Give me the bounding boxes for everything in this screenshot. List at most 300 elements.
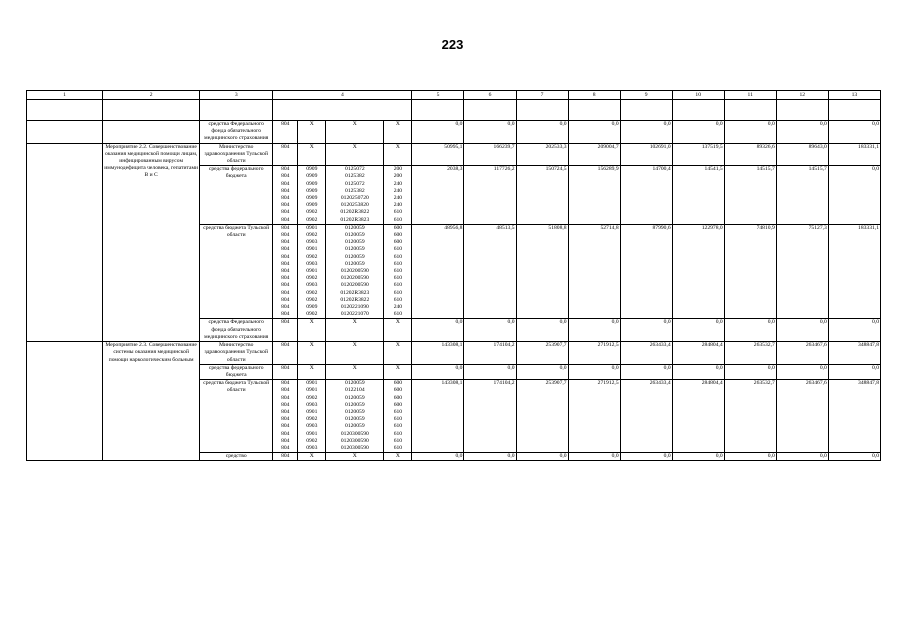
value-cell: 284804,4 — [672, 342, 724, 365]
section-cell — [298, 380, 326, 453]
column-number-row — [27, 91, 881, 100]
target-article-cell — [326, 224, 384, 319]
section-cell-line: 0909 — [306, 180, 318, 187]
target-article-cell-line: X — [352, 453, 357, 460]
grbs-cell-line: 804 — [281, 121, 290, 127]
section-cell-line: 0901 — [306, 387, 318, 394]
section-cell — [298, 224, 326, 319]
funding-source-cell: средства Федерального фонда обязательного медицинского страхования — [200, 319, 273, 342]
target-article-cell-line: 0125382 — [345, 187, 365, 194]
expense-type-cell — [384, 166, 412, 225]
grbs-cell-line: 804 — [281, 311, 290, 318]
column-number-11: 11 — [724, 91, 776, 100]
blank-cell — [828, 100, 880, 121]
section-cell-line: 0902 — [306, 311, 318, 318]
value-cell: 174104,2 — [464, 342, 516, 365]
section-cell-line: 0902 — [306, 289, 318, 296]
target-article-cell-line: X — [352, 319, 357, 326]
column-number-12: 12 — [776, 91, 828, 100]
grbs-cell — [273, 364, 298, 379]
value-cell: 0,0 — [672, 364, 724, 379]
expense-type-cell-line: X — [395, 342, 400, 349]
target-article-cell-line: 0120221090 — [340, 304, 369, 311]
value-cell: 48956,8 — [412, 224, 464, 319]
column-number-8: 8 — [568, 91, 620, 100]
value-cell: 271912,5 — [568, 342, 620, 365]
expense-type-cell-line: 610 — [393, 311, 403, 318]
expense-type-cell — [384, 121, 412, 144]
column-number-3: 3 — [200, 91, 273, 100]
expense-type-cell-line: 610 — [393, 444, 403, 451]
value-cell: 174104,2 — [464, 380, 516, 453]
grbs-cell-line: 804 — [281, 296, 290, 303]
value-cell: 143308,1 — [412, 380, 464, 453]
target-article-cell-line: 0120200590 — [340, 282, 369, 289]
target-article-cell — [326, 342, 384, 365]
section-cell-line: 0903 — [306, 423, 318, 430]
value-cell: 52714,8 — [568, 224, 620, 319]
value-cell: 0,0 — [672, 319, 724, 342]
grbs-cell-line: 804 — [281, 209, 290, 216]
target-article-cell-line: 01202R3823 — [340, 289, 370, 296]
section-cell — [298, 121, 326, 144]
section-cell-line: 0902 — [306, 209, 318, 216]
expense-type-cell-line: 600 — [393, 232, 403, 239]
value-cell: 14700,4 — [620, 166, 672, 225]
value-cell: 183331,1 — [828, 143, 880, 166]
section-cell-line: 0902 — [306, 232, 318, 239]
column-number-10: 10 — [672, 91, 724, 100]
expense-type-cell-line: 240 — [393, 187, 403, 194]
target-article-cell-line: 0120059 — [345, 408, 365, 415]
target-article-cell-line: 0120059 — [345, 246, 365, 253]
expense-type-cell-line: 610 — [393, 430, 403, 437]
section-cell-line: 0901 — [306, 246, 318, 253]
expense-type-cell — [384, 224, 412, 319]
column-number-9: 9 — [620, 91, 672, 100]
target-article-cell-line: 0120059 — [345, 253, 365, 260]
target-article-cell-line: 0120300590 — [340, 430, 369, 437]
funding-source-cell: средства федерального бюджета — [200, 364, 273, 379]
value-cell: 2038,3 — [412, 166, 464, 225]
value-cell: 0,0 — [620, 121, 672, 144]
funding-source-cell: средства бюджета Тульской области — [200, 224, 273, 319]
grbs-cell-line: 804 — [281, 401, 290, 408]
section-cell-line: 0902 — [306, 296, 318, 303]
value-cell: 0,0 — [620, 319, 672, 342]
grbs-cell-line: 804 — [281, 394, 290, 401]
target-article-cell-line: 0120221070 — [340, 311, 369, 318]
section-cell — [298, 319, 326, 342]
value-cell: 0,0 — [776, 121, 828, 144]
blank-cell — [384, 100, 412, 121]
column-number-4: 4 — [273, 91, 412, 100]
grbs-cell-line: 804 — [281, 275, 290, 282]
budget-table — [26, 90, 881, 461]
value-cell: 0,0 — [464, 453, 516, 461]
grbs-cell — [273, 224, 298, 319]
target-article-cell-line: 0125382 — [345, 173, 365, 180]
event-name-cell — [103, 121, 200, 144]
grbs-cell — [273, 342, 298, 365]
value-cell: 263433,4 — [620, 380, 672, 453]
expense-type-cell — [384, 319, 412, 342]
value-cell: 156289,9 — [568, 166, 620, 225]
value-cell: 0,0 — [828, 166, 880, 225]
target-article-cell — [326, 453, 384, 461]
blank-cell — [724, 100, 776, 121]
section-cell — [298, 364, 326, 379]
blank-cell — [273, 100, 298, 121]
expense-type-cell-line: 600 — [393, 401, 403, 408]
column-number-7: 7 — [516, 91, 568, 100]
section-cell-line: X — [309, 342, 314, 349]
expense-type-cell-line: 600 — [393, 380, 403, 387]
section-cell-line: 0901 — [306, 408, 318, 415]
value-cell: 74810,9 — [724, 224, 776, 319]
target-article-cell-line: 0120059 — [345, 423, 365, 430]
expense-type-cell-line: 240 — [393, 180, 403, 187]
expense-type-cell-line: 610 — [393, 246, 403, 253]
grbs-cell-line: 804 — [281, 246, 290, 253]
section-cell-line: 0902 — [306, 437, 318, 444]
grbs-cell-line: 804 — [281, 173, 290, 180]
value-cell: 0,0 — [828, 319, 880, 342]
section-cell — [298, 453, 326, 461]
table-header — [27, 91, 881, 100]
target-article-cell-line: 0120059 — [345, 394, 365, 401]
funding-source-cell: средства бюджета Тульской области — [200, 380, 273, 453]
grbs-cell-line: 804 — [281, 282, 290, 289]
value-cell: 102691,0 — [620, 143, 672, 166]
grbs-cell-line: 804 — [281, 380, 290, 387]
blank-cell — [516, 100, 568, 121]
section-cell-line: 0901 — [306, 268, 318, 275]
expense-type-cell-line: 200 — [393, 166, 403, 173]
section-cell — [298, 143, 326, 166]
section-cell-line: 0903 — [306, 401, 318, 408]
target-article-cell — [326, 143, 384, 166]
section-cell-line: X — [309, 121, 314, 127]
value-cell: 14541,5 — [672, 166, 724, 225]
value-cell: 0,0 — [828, 453, 880, 461]
funding-source-cell: средство — [200, 453, 273, 461]
section-cell-line: 0902 — [306, 216, 318, 223]
expense-type-cell — [384, 453, 412, 461]
value-cell: 253907,7 — [516, 380, 568, 453]
value-cell: 0,0 — [724, 453, 776, 461]
grbs-cell-line: 804 — [281, 239, 290, 246]
grbs-cell-line: 804 — [281, 444, 290, 451]
blank-cell — [620, 100, 672, 121]
value-cell: 0,0 — [464, 121, 516, 144]
grbs-cell-line: 804 — [281, 187, 290, 194]
value-cell: 263467,6 — [776, 380, 828, 453]
grbs-cell-line: 804 — [281, 180, 290, 187]
target-article-cell-line: 01202R3822 — [340, 209, 370, 216]
table-row — [27, 121, 881, 144]
target-article-cell-line: 01202R3823 — [340, 216, 370, 223]
target-article-cell-line: 0125072 — [345, 166, 365, 173]
value-cell: 0,0 — [724, 121, 776, 144]
blank-cell — [568, 100, 620, 121]
target-article-cell-line: 0120250720 — [340, 195, 369, 202]
section-cell-line: 0903 — [306, 239, 318, 246]
section-cell-line: 0902 — [306, 253, 318, 260]
value-cell: 0,0 — [516, 121, 568, 144]
value-cell: 263467,6 — [776, 342, 828, 365]
target-article-cell-line: 0125072 — [345, 180, 365, 187]
expense-type-cell — [384, 380, 412, 453]
grbs-cell-line: 804 — [281, 416, 290, 423]
section-cell-line: 0901 — [306, 224, 318, 231]
value-cell: 0,0 — [568, 364, 620, 379]
value-cell: 209004,7 — [568, 143, 620, 166]
target-article-cell-line: 0120059 — [345, 224, 365, 231]
section-cell — [298, 166, 326, 225]
target-article-cell-line: X — [352, 121, 357, 127]
grbs-cell — [273, 121, 298, 144]
expense-type-cell-line: 600 — [393, 239, 403, 246]
value-cell: 271912,5 — [568, 380, 620, 453]
value-cell: 122978,0 — [672, 224, 724, 319]
column-number-6: 6 — [464, 91, 516, 100]
section-cell-line: 0902 — [306, 394, 318, 401]
expense-type-cell — [384, 143, 412, 166]
section-cell — [298, 342, 326, 365]
page-number: 223 — [441, 37, 464, 52]
value-cell: 14515,7 — [776, 166, 828, 225]
value-cell: 263532,7 — [724, 380, 776, 453]
event-name-cell: Мероприятие 2.2. Совершенствование оказания медицинской помощи лицам, инфицированным вирусом иммунодефицита человека, гепатитами В и С — [103, 143, 200, 341]
blank-row — [27, 100, 881, 121]
section-cell-line: X — [309, 453, 314, 460]
column-number-2: 2 — [103, 91, 200, 100]
value-cell: 0,0 — [412, 121, 464, 144]
section-cell-line: 0909 — [306, 195, 318, 202]
section-cell-line: 0903 — [306, 444, 318, 451]
expense-type-cell-line: 240 — [393, 304, 403, 311]
value-cell: 0,0 — [568, 453, 620, 461]
expense-type-cell-line: X — [395, 121, 400, 127]
blank-cell — [776, 100, 828, 121]
value-cell: 0,0 — [516, 364, 568, 379]
grbs-cell-line: 804 — [281, 342, 290, 349]
grbs-cell — [273, 380, 298, 453]
value-cell: 0,0 — [620, 364, 672, 379]
expense-type-cell-line: 610 — [393, 423, 403, 430]
funding-source-cell: средства федерального бюджета — [200, 166, 273, 225]
value-cell: 0,0 — [776, 319, 828, 342]
target-article-cell-line: 0120059 — [345, 260, 365, 267]
section-cell-line: X — [309, 364, 314, 371]
value-cell: 48513,5 — [464, 224, 516, 319]
value-cell: 348847,8 — [828, 380, 880, 453]
expense-type-cell-line: 610 — [393, 260, 403, 267]
value-cell: 51808,8 — [516, 224, 568, 319]
value-cell: 137519,5 — [672, 143, 724, 166]
grbs-cell-line: 804 — [281, 289, 290, 296]
section-cell-line: 0901 — [306, 380, 318, 387]
grbs-cell-line: 804 — [281, 364, 290, 371]
expense-type-cell-line: 610 — [393, 416, 403, 423]
column-number-1: 1 — [27, 91, 103, 100]
value-cell: 0,0 — [464, 364, 516, 379]
expense-type-cell-line: X — [395, 453, 400, 460]
column-number-13: 13 — [828, 91, 880, 100]
blank-cell — [298, 100, 326, 121]
value-cell: 202533,3 — [516, 143, 568, 166]
table-row — [27, 143, 881, 166]
grbs-cell-line: 804 — [281, 268, 290, 275]
grbs-cell-line: 804 — [281, 224, 290, 231]
expense-type-cell-line: 610 — [393, 408, 403, 415]
value-cell: 263433,4 — [620, 342, 672, 365]
target-article-cell-line: 0122104 — [345, 387, 365, 394]
expense-type-cell — [384, 342, 412, 365]
section-cell-line: 0903 — [306, 260, 318, 267]
value-cell: 14515,7 — [724, 166, 776, 225]
value-cell: 0,0 — [828, 121, 880, 144]
funding-source-cell: Министерство здравоохранения Тульской области — [200, 342, 273, 365]
expense-type-cell-line: 610 — [393, 296, 403, 303]
funding-source-cell: Министерство здравоохранения Тульской области — [200, 143, 273, 166]
value-cell: 150724,5 — [516, 166, 568, 225]
grbs-cell — [273, 453, 298, 461]
target-article-cell-line: X — [352, 364, 357, 371]
table-row — [27, 342, 881, 365]
value-cell: 143308,1 — [412, 342, 464, 365]
empty-cell — [27, 143, 103, 341]
empty-cell — [27, 121, 103, 144]
section-cell-line: 0909 — [306, 173, 318, 180]
blank-cell — [464, 100, 516, 121]
grbs-cell-line: 804 — [281, 453, 290, 460]
grbs-cell — [273, 143, 298, 166]
grbs-cell-line: 804 — [281, 166, 290, 173]
event-name-cell: Мероприятие 2.3. Совершенствование системы оказания медицинской помощи наркологическим больным — [103, 342, 200, 461]
grbs-cell — [273, 319, 298, 342]
target-article-cell — [326, 364, 384, 379]
value-cell: 284804,4 — [672, 380, 724, 453]
grbs-cell-line: 804 — [281, 437, 290, 444]
grbs-cell-line: 804 — [281, 423, 290, 430]
value-cell: 0,0 — [724, 364, 776, 379]
target-article-cell-line: 0120059 — [345, 232, 365, 239]
expense-type-cell-line: 240 — [393, 202, 403, 209]
value-cell: 0,0 — [724, 319, 776, 342]
value-cell: 166239,7 — [464, 143, 516, 166]
grbs-cell-line: 804 — [281, 232, 290, 239]
expense-type-cell-line: 610 — [393, 209, 403, 216]
value-cell: 0,0 — [620, 453, 672, 461]
target-article-cell — [326, 380, 384, 453]
section-cell-line: X — [309, 143, 314, 150]
value-cell: 183331,1 — [828, 224, 880, 319]
blank-cell — [200, 100, 273, 121]
expense-type-cell-line: 600 — [393, 387, 403, 394]
blank-cell — [103, 100, 200, 121]
funding-source-cell: средства Федерального фонда обязательного медицинского страхования — [200, 121, 273, 144]
value-cell: 263532,7 — [724, 342, 776, 365]
expense-type-cell-line: 610 — [393, 253, 403, 260]
expense-type-cell-line: 600 — [393, 224, 403, 231]
grbs-cell-line: 804 — [281, 430, 290, 437]
column-number-5: 5 — [412, 91, 464, 100]
value-cell: 0,0 — [828, 364, 880, 379]
target-article-cell-line: 0120059 — [345, 416, 365, 423]
target-article-cell — [326, 166, 384, 225]
value-cell: 0,0 — [412, 319, 464, 342]
value-cell: 0,0 — [568, 319, 620, 342]
target-article-cell-line: X — [352, 143, 357, 150]
section-cell-line: 0909 — [306, 202, 318, 209]
target-article-cell-line: 0120253820 — [340, 202, 369, 209]
expense-type-cell-line: 610 — [393, 282, 403, 289]
value-cell: 0,0 — [672, 453, 724, 461]
expense-type-cell-line: 610 — [393, 275, 403, 282]
grbs-cell-line: 804 — [281, 260, 290, 267]
expense-type-cell-line: X — [395, 143, 400, 150]
grbs-cell-line: 804 — [281, 408, 290, 415]
section-cell-line: 0902 — [306, 416, 318, 423]
target-article-cell-line: 0120200590 — [340, 275, 369, 282]
section-cell-line: 0901 — [306, 430, 318, 437]
grbs-cell-line: 804 — [281, 304, 290, 311]
target-article-cell-line: 0120200590 — [340, 268, 369, 275]
target-article-cell — [326, 319, 384, 342]
section-cell-line: 0902 — [306, 275, 318, 282]
section-cell-line: 0909 — [306, 304, 318, 311]
blank-cell — [326, 100, 384, 121]
value-cell: 0,0 — [776, 453, 828, 461]
value-cell: 89643,0 — [776, 143, 828, 166]
expense-type-cell-line: 610 — [393, 289, 403, 296]
expense-type-cell-line: 610 — [393, 268, 403, 275]
empty-cell — [27, 342, 103, 461]
value-cell: 0,0 — [412, 453, 464, 461]
target-article-cell — [326, 121, 384, 144]
expense-type-cell-line: X — [395, 364, 400, 371]
expense-type-cell — [384, 364, 412, 379]
value-cell: 253907,7 — [516, 342, 568, 365]
expense-type-cell-line: 600 — [393, 394, 403, 401]
blank-cell — [672, 100, 724, 121]
target-article-cell-line: 0120300590 — [340, 437, 369, 444]
section-cell-line: 0909 — [306, 187, 318, 194]
grbs-cell-line: 804 — [281, 202, 290, 209]
expense-type-cell-line: 610 — [393, 216, 403, 223]
value-cell: 0,0 — [412, 364, 464, 379]
grbs-cell-line: 804 — [281, 319, 290, 326]
value-cell: 75127,3 — [776, 224, 828, 319]
table-body — [27, 100, 881, 461]
value-cell: 0,0 — [516, 453, 568, 461]
grbs-cell-line: 804 — [281, 253, 290, 260]
grbs-cell — [273, 166, 298, 225]
expense-type-cell-line: 240 — [393, 195, 403, 202]
value-cell: 87990,6 — [620, 224, 672, 319]
value-cell: 348847,8 — [828, 342, 880, 365]
value-cell: 0,0 — [568, 121, 620, 144]
section-cell-line: X — [309, 319, 314, 326]
value-cell: 117726,2 — [464, 166, 516, 225]
blank-cell — [27, 100, 103, 121]
value-cell: 50995,1 — [412, 143, 464, 166]
value-cell: 89326,6 — [724, 143, 776, 166]
grbs-cell-line: 804 — [281, 216, 290, 223]
target-article-cell-line: 0120300590 — [340, 444, 369, 451]
